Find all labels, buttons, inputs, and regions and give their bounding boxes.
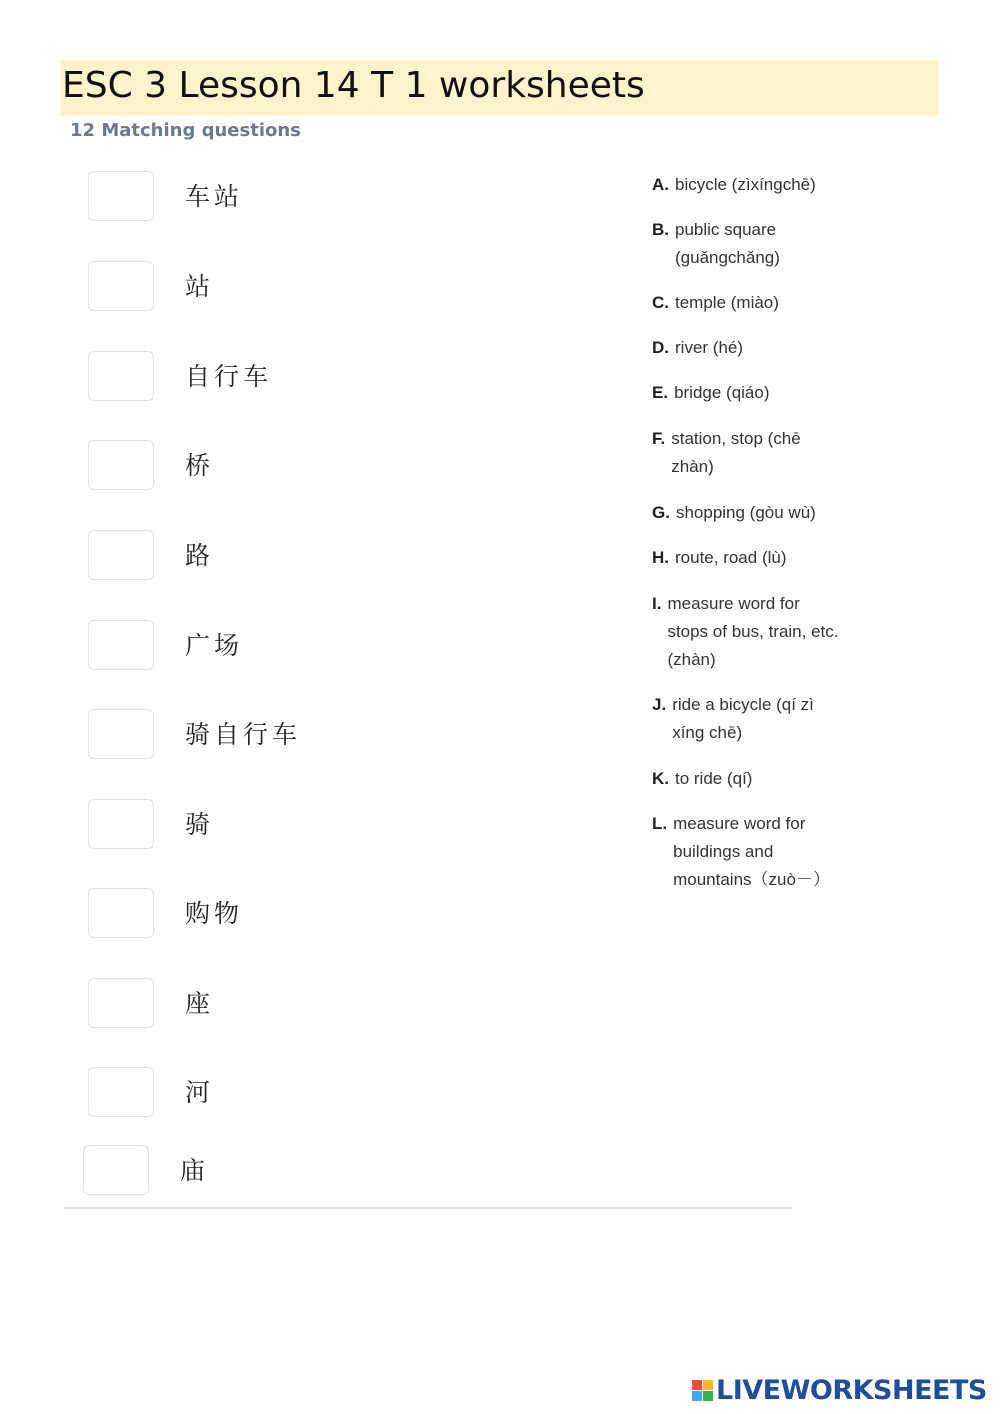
option-item (652, 289, 842, 317)
option-text: measure word for stops of bus, train, etc.(zhàn) (667, 594, 839, 669)
option-text: to ride (qí) (675, 769, 753, 788)
logo-square-icon (703, 1391, 713, 1401)
question-row (88, 351, 588, 403)
logo-square-icon (692, 1380, 702, 1390)
chinese-word: 站 (185, 272, 215, 301)
answer-box[interactable] (88, 1067, 154, 1117)
option-letter: K. (652, 769, 669, 788)
option-letter: L. (652, 814, 668, 833)
answer-box[interactable] (83, 1145, 149, 1195)
option-item (652, 171, 842, 199)
liveworksheets-logo (692, 1373, 987, 1407)
option-text: station, stop (chē zhàn) (671, 429, 801, 476)
answer-box[interactable] (88, 351, 154, 401)
answer-box[interactable] (88, 171, 154, 221)
answer-box[interactable] (88, 888, 154, 938)
question-row (88, 709, 588, 761)
option-item (652, 216, 842, 272)
questions-count-heading: 12 Matching questions (70, 120, 301, 141)
option-item (652, 334, 842, 362)
option-item (652, 590, 842, 674)
chinese-word: 座 (185, 989, 215, 1018)
option-letter: C. (652, 293, 669, 312)
option-letter: I. (652, 594, 662, 613)
answer-box[interactable] (88, 261, 154, 311)
chinese-word: 自行车 (185, 362, 273, 391)
title-bar (60, 60, 939, 116)
chinese-word: 车站 (185, 182, 244, 211)
option-text: ride a bicycle (qí zì xíng chē) (672, 695, 814, 742)
option-item (652, 544, 842, 572)
answer-box[interactable] (88, 530, 154, 580)
question-row (88, 530, 588, 582)
chinese-word: 庙 (180, 1156, 210, 1185)
option-text: bridge (qiáo) (674, 383, 770, 402)
logo-icon (692, 1380, 713, 1401)
option-text: river (hé) (675, 338, 744, 357)
question-row (88, 888, 588, 940)
question-row (88, 799, 588, 851)
answer-box[interactable] (88, 709, 154, 759)
option-letter: D. (652, 338, 669, 357)
option-text: bicycle (zìxíngchē) (675, 175, 816, 194)
logo-square-icon (692, 1391, 702, 1401)
logo-text: LIVEWORKSHEETS (716, 1374, 987, 1406)
divider (63, 1207, 792, 1209)
question-row (88, 171, 588, 223)
answer-box[interactable] (88, 978, 154, 1028)
option-text: public square (guǎngchǎng) (675, 220, 780, 267)
option-item (652, 379, 842, 407)
chinese-word: 购物 (185, 899, 244, 928)
answer-box[interactable] (88, 440, 154, 490)
question-row (88, 1067, 588, 1119)
option-letter: B. (652, 220, 669, 239)
question-row (83, 1145, 583, 1197)
option-letter: F. (652, 429, 666, 448)
option-letter: J. (652, 695, 667, 714)
question-row (88, 978, 588, 1030)
question-row (88, 261, 588, 313)
question-row (88, 620, 588, 672)
option-item (652, 691, 842, 747)
chinese-word: 桥 (185, 451, 215, 480)
option-letter: G. (652, 503, 670, 522)
option-text: measure word for buildings and mountains（zuò－） (673, 814, 830, 889)
option-text: route, road (lù) (675, 548, 787, 567)
option-letter: H. (652, 548, 669, 567)
question-row (88, 440, 588, 492)
option-item (652, 425, 842, 481)
option-item (652, 810, 842, 894)
option-text: temple (miào) (675, 293, 779, 312)
page-title: ESC 3 Lesson 14 T 1 worksheets (62, 65, 645, 106)
chinese-word: 路 (185, 541, 215, 570)
option-item (652, 765, 842, 793)
answer-box[interactable] (88, 620, 154, 670)
chinese-word: 河 (185, 1078, 215, 1107)
chinese-word: 广场 (185, 631, 244, 660)
chinese-word: 骑自行车 (185, 720, 302, 749)
option-text: shopping (gòu wù) (675, 503, 816, 522)
logo-square-icon (703, 1380, 713, 1390)
chinese-word: 骑 (185, 810, 215, 839)
option-item (652, 499, 842, 527)
option-letter: A. (652, 175, 669, 194)
answer-box[interactable] (88, 799, 154, 849)
option-letter: E. (652, 383, 669, 402)
